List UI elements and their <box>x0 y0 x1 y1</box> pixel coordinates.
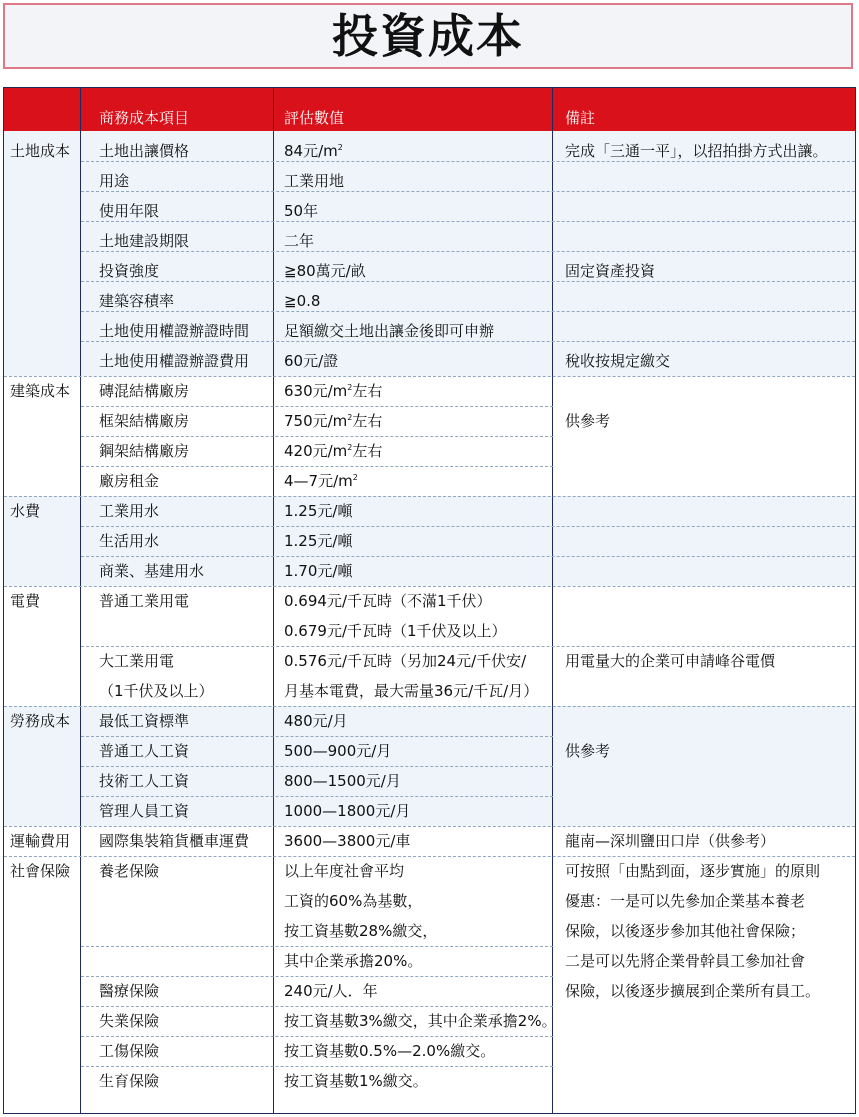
column-divider <box>552 88 553 1113</box>
item-tech-wage: 技術工人工資 <box>99 772 190 790</box>
item-industrial-water: 工業用水 <box>99 502 160 520</box>
category-land: 土地成本 <box>10 142 71 160</box>
value-pension-line2: 工資的60%為基數， <box>284 892 423 910</box>
value-steel-factory: 420元$/m^2$左右 <box>284 442 383 460</box>
item-factory-rent: 廠房租金 <box>99 472 160 490</box>
category-labor: 勞務成本 <box>10 712 71 730</box>
value-pension-line3: 按工資基數28%繳交， <box>284 922 438 940</box>
title-banner <box>3 3 853 69</box>
item-certificate-time: 土地使用權證辦證時間 <box>99 322 250 340</box>
value-min-wage: 480元/月 <box>284 712 348 730</box>
value-worker-wage: 500—900元/月 <box>284 742 392 760</box>
value-manager-wage: 1000—1800元/月 <box>284 802 411 820</box>
row-separator <box>81 221 855 222</box>
category-building: 建築成本 <box>10 382 71 400</box>
value-land-term: 50年 <box>284 202 319 220</box>
item-large-power-line2: （1千伏及以上） <box>99 682 214 700</box>
item-container-freight: 國際集裝箱貨櫃車運費 <box>99 832 250 850</box>
value-pension-line1: 以上年度社會平均 <box>284 862 405 880</box>
item-manager-wage: 管理人員工資 <box>99 802 190 820</box>
item-brick-factory: 磚混結構廠房 <box>99 382 190 400</box>
note-building: 供參考 <box>565 412 611 430</box>
category-power: 電費 <box>10 592 41 610</box>
value-pension-line4: 其中企業承擔20%。 <box>284 952 423 970</box>
value-land-price: 84元$/m^2$ <box>284 142 343 160</box>
row-separator <box>81 251 855 252</box>
category-insurance: 社會保險 <box>10 862 71 880</box>
value-land-build-period: 二年 <box>284 232 315 250</box>
note-insurance-line4: 二是可以先將企業骨幹員工參加社會 <box>565 952 806 970</box>
category-transport: 運輸費用 <box>10 832 71 850</box>
note-large-power: 用電量大的企業可申請峰谷電價 <box>565 652 776 670</box>
item-land-use: 用途 <box>99 172 130 190</box>
item-maternity: 生育保險 <box>99 1072 160 1090</box>
item-frame-factory: 框架結構廠房 <box>99 412 190 430</box>
row-separator <box>81 526 855 527</box>
column-divider <box>80 88 81 1113</box>
item-land-build-period: 土地建設期限 <box>99 232 190 250</box>
row-separator <box>81 191 855 192</box>
item-min-wage: 最低工資標準 <box>99 712 190 730</box>
header-item: 商務成本項目 <box>99 109 190 127</box>
note-insurance-line1: 可按照「由點到面，逐步實施」的原則 <box>565 862 821 880</box>
investment-cost-table <box>3 87 856 1114</box>
note-transport: 龍南—深圳鹽田口岸（供參考） <box>565 832 776 850</box>
item-pension: 養老保險 <box>99 862 160 880</box>
category-water: 水費 <box>10 502 41 520</box>
table-header <box>4 88 855 131</box>
item-general-power: 普通工業用電 <box>99 592 190 610</box>
item-investment-intensity: 投資強度 <box>99 262 160 280</box>
item-domestic-water: 生活用水 <box>99 532 160 550</box>
item-steel-factory: 鋼架結構廠房 <box>99 442 190 460</box>
item-certificate-fee: 土地使用權證辦證費用 <box>99 352 250 370</box>
value-domestic-water: 1.25元/噸 <box>284 532 353 550</box>
value-brick-factory: 630元$/m^2$左右 <box>284 382 383 400</box>
note-land-price: 完成「三通一平」，以招拍掛方式出讓。 <box>565 142 828 160</box>
value-factory-rent: 4—7元$/m^2$ <box>284 472 358 490</box>
value-land-use: 工業用地 <box>284 172 345 190</box>
item-medical: 醫療保險 <box>99 982 160 1000</box>
value-commercial-water: 1.70元/噸 <box>284 562 353 580</box>
note-insurance-line5: 保險，以後逐步擴展到企業所有員工。 <box>565 982 821 1000</box>
value-general-power-line1: 0.694元/千瓦時（不滿1千伏） <box>284 592 492 610</box>
item-large-power-line1: 大工業用電 <box>99 652 175 670</box>
value-certificate-fee: 60元/證 <box>284 352 339 370</box>
value-unemployment: 按工資基數3%繳交，其中企業承擔2%。 <box>284 1012 557 1030</box>
item-land-term: 使用年限 <box>99 202 160 220</box>
value-investment-intensity: ≧80萬元/畝 <box>284 262 366 280</box>
item-worker-wage: 普通工人工資 <box>99 742 190 760</box>
note-insurance-line3: 保險，以後逐步參加其他社會保險； <box>565 922 806 940</box>
value-floor-area-ratio: ≧0.8 <box>284 292 321 310</box>
note-insurance-line2: 優惠：一是可以先參加企業基本養老 <box>565 892 806 910</box>
header-note: 備註 <box>565 109 596 127</box>
value-medical: 240元/人．年 <box>284 982 378 1000</box>
value-container-freight: 3600—3800元/車 <box>284 832 411 850</box>
note-labor: 供參考 <box>565 742 611 760</box>
page-title: 投資成本 <box>332 9 524 63</box>
note-investment-intensity: 固定資產投資 <box>565 262 656 280</box>
value-general-power-line2: 0.679元/千瓦時（1千伏及以上） <box>284 622 507 640</box>
value-tech-wage: 800—1500元/月 <box>284 772 401 790</box>
item-land-price: 土地出讓價格 <box>99 142 190 160</box>
column-divider <box>273 88 274 1113</box>
value-maternity: 按工資基數1%繳交。 <box>284 1072 428 1090</box>
value-certificate-time: 足額繳交土地出讓金後即可申辦 <box>284 322 495 340</box>
row-separator <box>81 281 855 282</box>
value-frame-factory: 750元$/m^2$左右 <box>284 412 383 430</box>
value-injury: 按工資基數0.5%—2.0%繳交。 <box>284 1042 496 1060</box>
item-commercial-water: 商業、基建用水 <box>99 562 205 580</box>
header-value: 評估數值 <box>284 109 345 127</box>
row-separator <box>81 311 855 312</box>
value-industrial-water: 1.25元/噸 <box>284 502 353 520</box>
value-large-power-line2: 月基本電費，最大需量36元/千瓦/月） <box>284 682 539 700</box>
item-unemployment: 失業保險 <box>99 1012 160 1030</box>
item-injury: 工傷保險 <box>99 1042 160 1060</box>
note-certificate-fee: 稅收按規定繳交 <box>565 352 671 370</box>
value-large-power-line1: 0.576元/千瓦時（另加24元/千伏安/ <box>284 652 527 670</box>
item-floor-area-ratio: 建築容積率 <box>99 292 175 310</box>
